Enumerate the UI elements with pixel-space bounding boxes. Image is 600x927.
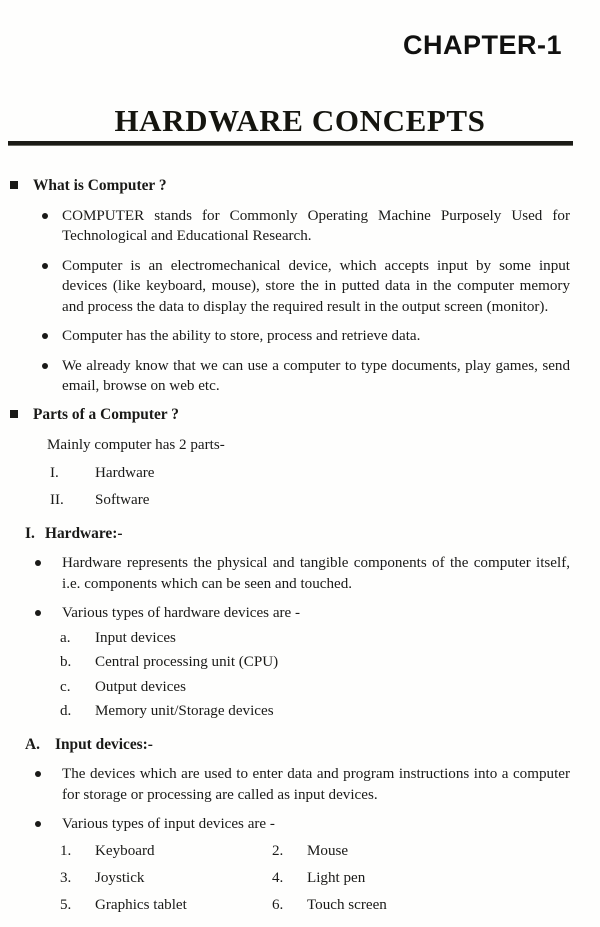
list-item-text: Memory unit/Storage devices [95,703,274,719]
list-item-text: Light pen [307,869,366,886]
bullet-dot-icon [35,560,41,566]
list-item-marker: 2. [272,842,284,859]
list-item-text: Output devices [95,678,186,695]
section-heading-parts-of-computer [0,405,600,426]
list-item [0,463,600,484]
section-heading-label: What is Computer ? [33,177,167,194]
list-item [0,256,600,318]
subsection-heading-hardware [0,524,600,545]
list-item-text: The devices which are used to enter data and program instructions into a computer for storage or processing are called as input devices. [62,766,570,803]
list-item-text: We already know that we can use a computer to type documents, play games, send email, browse on web etc. [62,357,570,394]
list-item [0,603,600,624]
list-item [0,356,600,397]
list-item [0,490,600,511]
square-bullet-icon [10,410,18,418]
section-heading-label: Parts of a Computer ? [33,405,179,423]
subsection-heading-label: Hardware:- [45,524,123,542]
list-item-text: COMPUTER stands for Commonly Operating Machine Purposely Used for Technological and Educational Research. [62,207,570,244]
bullet-dot-icon [35,610,41,616]
list-item [0,206,600,247]
list-item-text: Central processing unit (CPU) [95,654,279,670]
subsection-heading-label: Input devices:- [55,735,153,753]
list-item-text: Mouse [307,842,349,859]
table-row [0,895,600,922]
bullet-dot-icon [42,363,48,369]
list-item-marker: b. [60,654,72,670]
list-item-marker: 3. [60,869,72,886]
list-item-marker: 4. [272,869,284,886]
spacer [0,397,600,405]
document-body [0,176,600,922]
input-devices-grid [0,841,600,922]
table-row [0,868,600,895]
list-item-text: Computer has the ability to store, process and retrieve data. [62,328,421,344]
list-item-text: Input devices [95,629,176,646]
subsection-marker: I. [25,524,35,542]
subsection-heading-input-devices [0,735,600,756]
list-item [0,764,600,805]
list-item [0,677,600,698]
section-heading-what-is-computer [0,176,600,197]
list-item-text: Computer is an electromechanical device, which accepts input by some input devices (like keyboard, mouse), store the in putted data in the computer memory and process the data to display the required result in the output screen (monitor). [62,257,570,315]
list-item [0,814,600,835]
list-item-text: Touch screen [307,896,387,913]
list-item [0,628,600,649]
list-item-text: Various types of hardware devices are - [62,605,301,621]
list-item [0,652,600,673]
list-item-text: Graphics tablet [95,896,187,913]
list-item [0,553,600,594]
list-item-marker: 5. [60,896,72,913]
list-item [0,326,600,347]
list-item-marker: I. [50,464,59,481]
page-title: HARDWARE CONCEPTS [114,103,486,138]
bullet-dot-icon [42,333,48,339]
title-divider [8,141,573,146]
list-item-text: Keyboard [95,842,155,859]
list-item-marker: II. [50,492,64,508]
list-item-text: Joystick [95,869,145,886]
parts-intro-text: Mainly computer has 2 parts- [47,437,225,453]
chapter-label: CHAPTER-1 [402,30,562,60]
list-item-text: Software [95,492,150,508]
bullet-dot-icon [35,821,41,827]
bullet-dot-icon [35,771,41,777]
list-item-marker: d. [60,703,72,719]
list-item-text: Hardware [95,464,155,481]
list-item-marker: a. [60,629,71,646]
list-item [0,701,600,722]
list-item-marker: 1. [60,842,72,859]
square-bullet-icon [10,181,18,189]
list-item-marker: 6. [272,896,284,913]
bullet-dot-icon [42,213,48,219]
subsection-marker: A. [25,735,40,753]
list-item-marker: c. [60,678,71,695]
list-item-text: Hardware represents the physical and tangible components of the computer itself, i.e. components which can be seen and touched. [62,555,570,592]
bullet-dot-icon [42,263,48,269]
table-row [0,841,600,868]
list-item-text: Various types of input devices are - [62,816,275,832]
